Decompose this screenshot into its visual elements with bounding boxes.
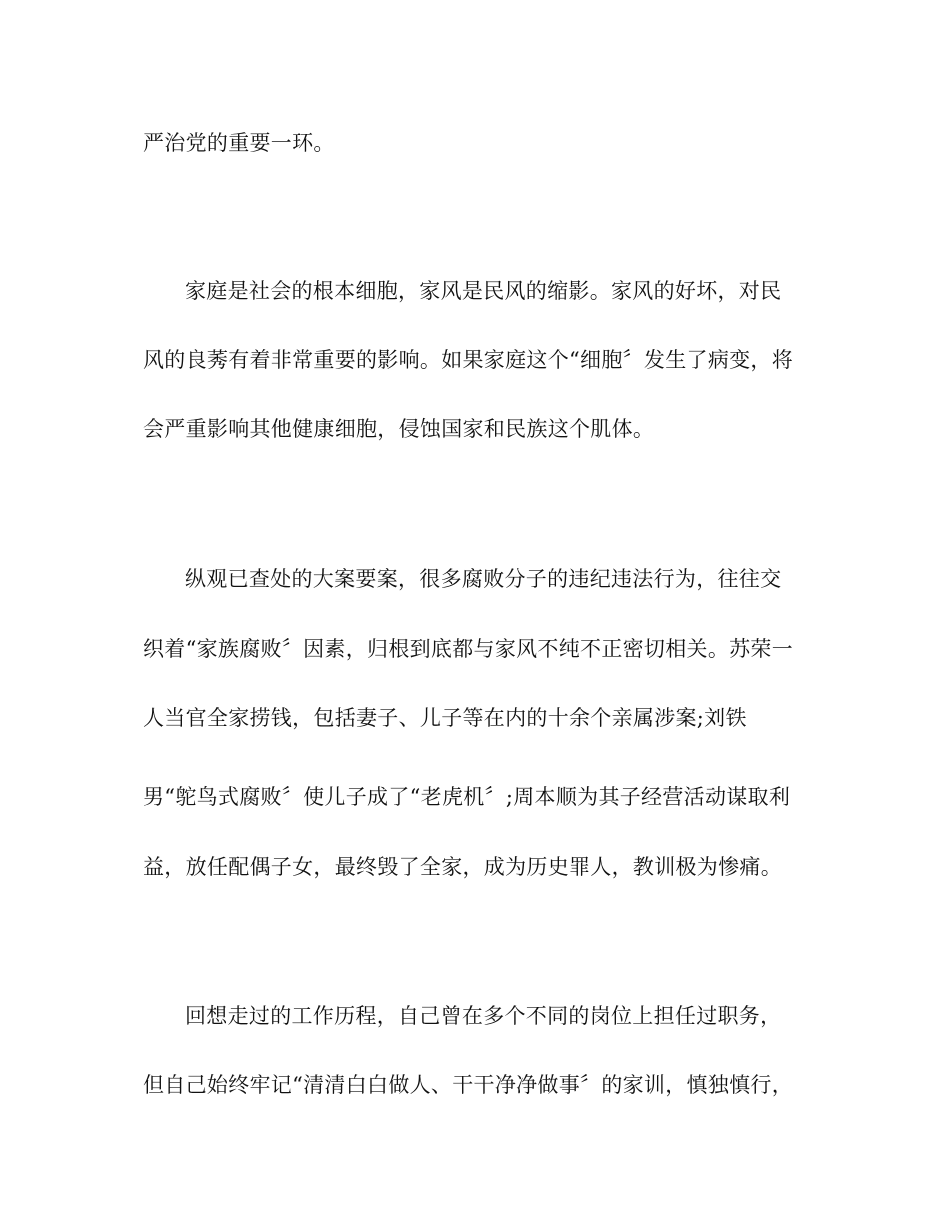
paragraph-2-line-3: 会严重影响其他健康细胞，侵蚀国家和民族这个肌体。 [143, 417, 655, 441]
paragraph-3-line-3: 人当官全家捞钱，包括妻子、儿子等在内的十余个亲属涉案;刘铁 [143, 706, 747, 730]
paragraph-3-line-1: 纵观已查处的大案要案，很多腐败分子的违纪违法行为，往往交 [185, 567, 782, 591]
paragraph-2-line-2: 风的良莠有着非常重要的影响。如果家庭这个“细胞〞发生了病变，将 [143, 348, 794, 372]
paragraph-1-line-1: 严治党的重要一环。 [143, 131, 335, 155]
paragraph-3-line-2: 织着“家族腐败〞因素，归根到底都与家风不纯不正密切相关。苏荣一 [143, 637, 794, 661]
paragraph-4-line-1: 回想走过的工作历程，自己曾在多个不同的岗位上担任过职务， [185, 1004, 782, 1028]
paragraph-3-line-5: 益，放任配偶子女，最终毁了全家，成为历史罪人，教训极为惨痛。 [143, 855, 782, 879]
paragraph-3-line-4: 男“鸵鸟式腐败〞使儿子成了“老虎机〞;周本顺为其子经营活动谋取利 [143, 785, 791, 809]
paragraph-2-line-1: 家庭是社会的根本细胞，家风是民风的缩影。家风的好坏，对民 [185, 279, 782, 303]
paragraph-4-line-2: 但自己始终牢记“清清白白做人、干干净净做事〞的家训，慎独慎行， [143, 1073, 794, 1097]
